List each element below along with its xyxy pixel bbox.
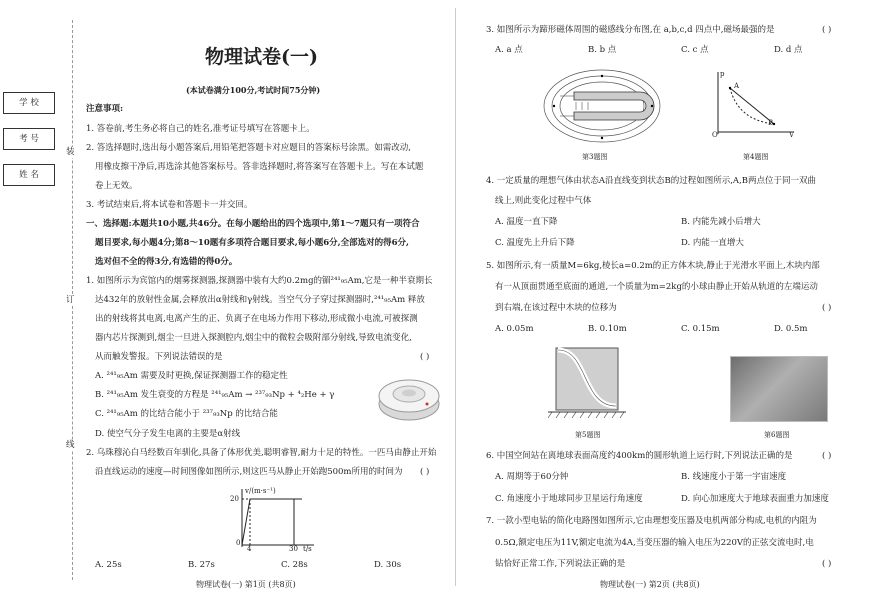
fig4-label-v: V xyxy=(789,131,795,139)
fig5-caption: 第5题图 xyxy=(575,431,601,439)
section-heading: 题目要求,每小题4分;第8～10题有多项符合题目要求,每小题6分,全部选对的得6分, xyxy=(95,238,409,248)
q7-text: 0.5Ω,额定电压为11V,额定电流为4A,当变压器的输入电压为220V的正弦交流电时,电 xyxy=(495,538,814,548)
name-field[interactable] xyxy=(3,164,55,186)
school-label: 学 校 xyxy=(19,97,39,108)
q7-answer-paren[interactable]: ( ) xyxy=(822,559,832,569)
q6-answer-paren[interactable]: ( ) xyxy=(822,451,832,461)
fig4-label-b: B xyxy=(768,119,774,127)
fig4-label-o: O xyxy=(712,131,718,139)
q4-text: 线上,则此变化过程中气体 xyxy=(495,196,592,206)
q4-option-a[interactable]: A. 温度一直下降 xyxy=(495,217,558,227)
q7-text: 钻恰好正常工作,下列说法正确的是 xyxy=(495,559,626,569)
q1-option-b[interactable]: B. ²⁴¹₉₅Am 发生衰变的方程是 ²⁴¹₉₅Am → ²³⁷₉₃Np + ⁴₂He + γ xyxy=(95,390,335,400)
fig4-pv-diagram xyxy=(708,68,798,140)
q1-option-c[interactable]: C. ²⁴¹₉₅Am 的比结合能小于 ²³⁷₉₃Np 的比结合能 xyxy=(95,409,278,419)
q5-answer-paren[interactable]: ( ) xyxy=(822,303,832,313)
note-line: 3. 考试结束后,将本试卷和答题卡一并交回。 xyxy=(86,200,253,210)
section-heading: 一、选择题:本题共10小题,共46分。在每小题给出的四个选项中,第1～7题只有一项符合 xyxy=(86,219,420,229)
fig3-caption: 第3题图 xyxy=(582,153,608,161)
q6-option-b[interactable]: B. 线速度小于第一宇宙速度 xyxy=(681,472,787,482)
fig4-label-p: p xyxy=(720,70,725,78)
q2-text: 沿直线运动的速度—时间图像如图所示,则这匹马从静止开始跑500m所用的时间为 xyxy=(95,467,403,477)
page-divider xyxy=(455,8,456,586)
school-field[interactable] xyxy=(3,92,55,114)
q3-answer-paren[interactable]: ( ) xyxy=(822,25,832,35)
fig3-magnetic-field-diagram xyxy=(540,66,665,146)
footer-left: 物理试卷(一) 第1页 (共8页) xyxy=(196,580,296,589)
q5-option-d[interactable]: D. 0.5m xyxy=(774,324,808,334)
q1-text: 从而触发警报。下列说法错误的是 xyxy=(95,352,223,362)
footer-right: 物理试卷(一) 第2页 (共8页) xyxy=(600,580,700,589)
binding-char-3: 线 xyxy=(66,440,75,450)
q3-option-d[interactable]: D. d 点 xyxy=(774,45,803,55)
q3-text: 3. 如图所示为蹄形磁体周围的磁感线分布图,在 a,b,c,d 四点中,磁场最强的是 xyxy=(486,25,775,35)
fig4-label-a: A xyxy=(734,82,740,90)
q2-graph-xtick: 30 xyxy=(289,545,298,553)
q2-graph-ytick: 20 xyxy=(230,495,239,503)
q2-graph-ylabel: v/(m·s⁻¹) xyxy=(245,487,276,495)
q5-option-c[interactable]: C. 0.15m xyxy=(681,324,720,334)
q6-option-d[interactable]: D. 向心加速度大于地球表面重力加速度 xyxy=(681,494,829,504)
q1-text: 出的射线将其电离,电离产生的正、负离子在电场力作用下移动,形成微小电流,可被探测 xyxy=(95,314,418,324)
q6-option-c[interactable]: C. 角速度小于地球同步卫星运行角速度 xyxy=(495,494,643,504)
section-heading: 选对但不全的得3分,有选错的得0分。 xyxy=(95,257,238,267)
q5-text: 有一从顶面贯通至底面的通道,一个质量为m=2kg的小球由静止开始从轨道的左端运动 xyxy=(495,282,818,292)
page-title: 物理试卷(一) xyxy=(205,46,318,68)
q1-option-d[interactable]: D. 使空气分子发生电离的主要是α射线 xyxy=(95,429,241,439)
student-info-box xyxy=(3,92,55,186)
fig4-caption: 第4题图 xyxy=(743,153,769,161)
q1-text: 达432年的放射性金属,会释放出α射线和γ射线。当空气分子穿过探测器时,²⁴¹₉₅Am 释放 xyxy=(95,295,425,305)
name-label: 姓 名 xyxy=(19,169,39,180)
q4-option-d[interactable]: D. 内能一直增大 xyxy=(681,238,744,248)
notes-heading: 注意事项: xyxy=(86,104,124,114)
q6-text: 6. 中国空间站在离地球表面高度约400km的圆形轨道上运行时,下列说法正确的是 xyxy=(486,451,793,461)
q2-graph-xtick: 4 xyxy=(247,545,252,553)
binding-char-2: 订 xyxy=(66,295,75,305)
q5-text: 5. 如图所示,有一质量M=6kg,棱长a=0.2m的正方体木块,静止于光滑水平面上,木块内部 xyxy=(486,261,820,271)
note-line: 2. 答选择题时,选出每小题答案后,用铅笔把答题卡对应题目的答案标号涂黑。如需改动, xyxy=(86,143,411,153)
q2-velocity-time-graph xyxy=(228,485,318,553)
q2-option-c[interactable]: C. 28s xyxy=(281,560,308,570)
q2-graph-origin: 0 xyxy=(236,539,241,547)
q1-answer-paren[interactable]: ( ) xyxy=(420,352,430,362)
note-line: 用橡皮擦干净后,再选涂其他答案标号。答非选择题时,将答案写在答题卡上。写在本试题 xyxy=(95,162,424,172)
fig5-wooden-block-diagram xyxy=(548,344,626,424)
q2-option-a[interactable]: A. 25s xyxy=(95,560,122,570)
q3-option-a[interactable]: A. a 点 xyxy=(495,45,523,55)
q2-text: 2. 乌珠穆沁白马经数百年驯化,具备了体形优美,聪明睿智,耐力十足的特性。一匹马由静止开始 xyxy=(86,448,437,458)
note-line: 卷上无效。 xyxy=(95,181,138,191)
q7-text: 7. 一款小型电钻的简化电路图如图所示,它由理想变压器及电机两部分构成,电机的内阻为 xyxy=(486,516,817,526)
q2-graph-xlabel: t/s xyxy=(303,545,312,553)
note-line: 1. 答卷前,考生务必将自己的姓名,准考证号填写在答题卡上。 xyxy=(86,124,315,134)
page-subtitle: (本试卷满分100分,考试时间75分钟) xyxy=(186,85,321,95)
exam-id-label: 考 号 xyxy=(19,133,39,144)
smoke-detector-image xyxy=(375,372,443,424)
q4-text: 4. 一定质量的理想气体由状态A沿直线变到状态B的过程如图所示,A,B两点位于同一双曲 xyxy=(486,176,816,186)
q3-option-c[interactable]: C. c 点 xyxy=(681,45,709,55)
fig6-caption: 第6题图 xyxy=(764,431,790,439)
q6-option-a[interactable]: A. 周期等于60分钟 xyxy=(495,472,569,482)
q5-text: 到右端,在该过程中木块的位移为 xyxy=(495,303,617,313)
q5-option-b[interactable]: B. 0.10m xyxy=(588,324,627,334)
q1-option-a[interactable]: A. ²⁴¹₉₅Am 需要及时更换,保证探测器工作的稳定性 xyxy=(95,371,288,381)
binding-char-1: 装 xyxy=(66,147,75,157)
q2-option-b[interactable]: B. 27s xyxy=(188,560,215,570)
fig6-space-station-photo xyxy=(730,356,828,422)
exam-id-field[interactable] xyxy=(3,128,55,150)
q2-option-d[interactable]: D. 30s xyxy=(374,560,402,570)
q4-option-c[interactable]: C. 温度先上升后下降 xyxy=(495,238,575,248)
q4-option-b[interactable]: B. 内能先减小后增大 xyxy=(681,217,761,227)
q1-text: 器内芯片探测到,烟尘一旦进入探测腔内,烟尘中的微粒会吸附部分射线,导致电流变化, xyxy=(95,333,412,343)
q5-option-a[interactable]: A. 0.05m xyxy=(495,324,534,334)
q1-text: 1. 如图所示为宾馆内的烟雾探测器,探测器中装有大约0.2mg的镅²⁴¹₉₅Am,它是一种半衰期长 xyxy=(86,276,433,286)
q3-option-b[interactable]: B. b 点 xyxy=(588,45,617,55)
q2-answer-paren[interactable]: ( ) xyxy=(420,467,430,477)
